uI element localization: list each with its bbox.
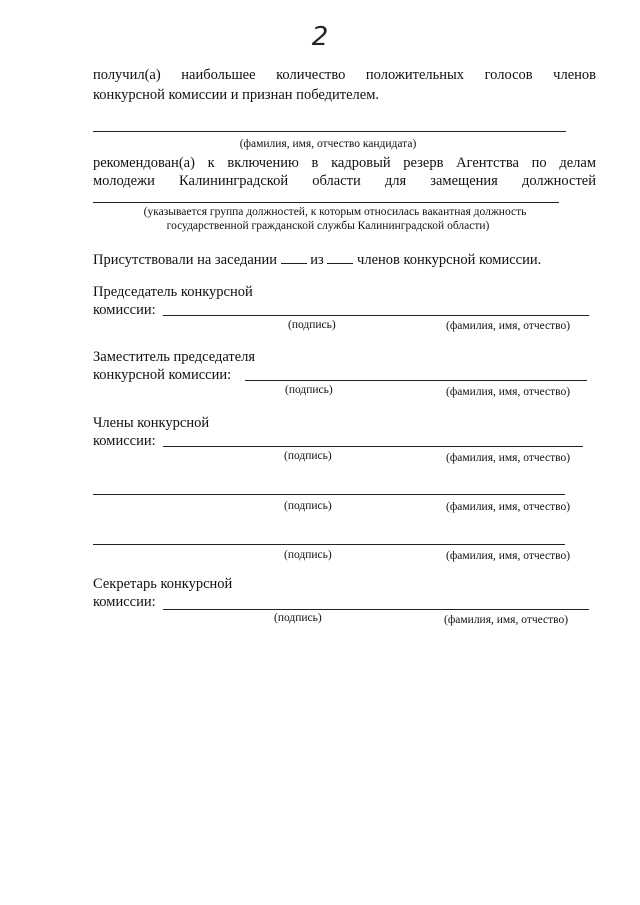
candidate-name-line <box>93 131 566 132</box>
intro-line-3: рекомендован(а) к включению в кадровый резерв Агентства по делам <box>93 155 596 171</box>
deputy-signature-line <box>245 380 587 381</box>
chairman-label-2: комиссии: <box>93 302 156 318</box>
chairman-name-caption: (фамилия, имя, отчество) <box>446 320 571 332</box>
member-3-signature-caption: (подпись) <box>284 549 332 561</box>
position-group-caption-1: (указывается группа должностей, к которым относилась вакантная должность <box>143 206 527 218</box>
member-3-name-caption: (фамилия, имя, отчество) <box>446 550 571 562</box>
attendance-text-2: из <box>310 252 324 268</box>
secretary-name-caption: (фамилия, имя, отчество) <box>444 614 569 626</box>
page-number: 2 <box>311 22 329 52</box>
member-1-name-caption: (фамилия, имя, отчество) <box>446 452 571 464</box>
chairman-signature-line <box>163 315 589 316</box>
members-label-1: Члены конкурсной <box>93 415 210 431</box>
deputy-name-caption: (фамилия, имя, отчество) <box>446 386 571 398</box>
member-3-signature-line <box>93 544 565 545</box>
attendance-present-blank <box>281 250 307 264</box>
attendance-text-3: членов конкурсной комиссии. <box>357 252 542 268</box>
secretary-label-2: комиссии: <box>93 594 156 610</box>
members-label-2: комиссии: <box>93 433 156 449</box>
candidate-name-caption: (фамилия, имя, отчество кандидата) <box>239 138 417 150</box>
member-1-signature-caption: (подпись) <box>284 450 332 462</box>
intro-line-2: конкурсной комиссии и признан победителем. <box>93 87 380 103</box>
secretary-signature-line <box>163 609 589 610</box>
intro-line-1: получил(а) наибольшее количество положительных голосов членов <box>93 67 596 83</box>
deputy-label-2: конкурсной комиссии: <box>93 367 232 383</box>
member-1-signature-line <box>163 446 583 447</box>
member-2-signature-caption: (подпись) <box>284 500 332 512</box>
intro-line-4: молодежи Калининградской области для замещения должностей <box>93 173 596 189</box>
secretary-label-1: Секретарь конкурсной <box>93 576 233 592</box>
secretary-signature-caption: (подпись) <box>274 612 322 624</box>
attendance-text-1: Присутствовали на заседании <box>93 252 278 268</box>
member-2-name-caption: (фамилия, имя, отчество) <box>446 501 571 513</box>
attendance-line <box>93 250 541 269</box>
deputy-label-1: Заместитель председателя <box>93 349 256 365</box>
chairman-label-1: Председатель конкурсной <box>93 284 253 300</box>
position-group-line <box>93 202 559 203</box>
deputy-signature-caption: (подпись) <box>285 384 333 396</box>
position-group-caption-2: государственной гражданской службы Калининградской области) <box>166 220 490 232</box>
member-2-signature-line <box>93 494 565 495</box>
attendance-total-blank <box>327 250 353 264</box>
chairman-signature-caption: (подпись) <box>288 319 336 331</box>
